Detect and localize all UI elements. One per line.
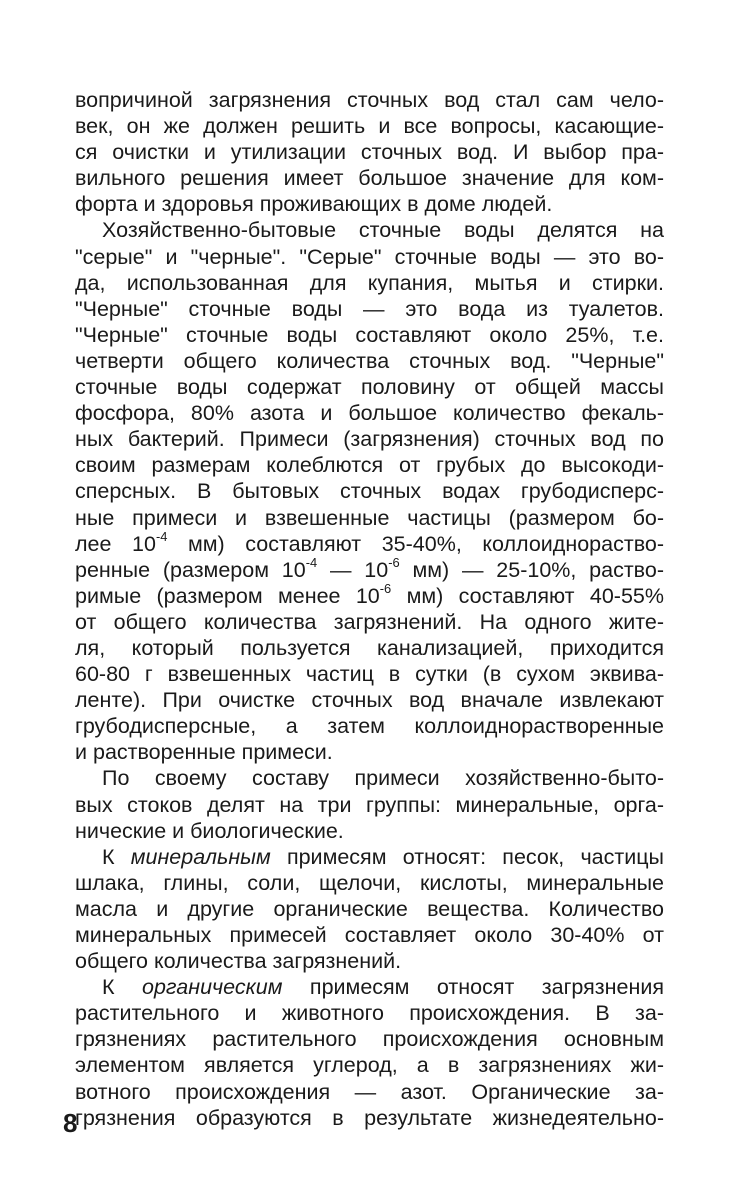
text-line — [75, 765, 664, 791]
text-line — [75, 948, 664, 974]
text-run: четверти общего количества сточных вод. "Черные" — [75, 348, 664, 373]
text-run: своим размерам колеблются от грубых до высокоди- — [75, 453, 664, 478]
text-line — [75, 896, 664, 922]
superscript-exponent: -4 — [155, 528, 168, 544]
text-line — [75, 580, 664, 609]
text-run: фосфора, 80% азота и большое количество фекаль- — [75, 401, 664, 426]
text-run: ных бактерий. Примеси (загрязнения) сточных вод по — [75, 427, 664, 452]
text-run: римые (размером менее 10 — [75, 583, 380, 608]
italic-term: минеральным — [130, 844, 271, 869]
text-line — [75, 1052, 664, 1078]
text-run: К — [102, 844, 131, 869]
text-run: мм) составляют 35-40%, коллоиднораство- — [167, 531, 664, 556]
superscript-exponent: -6 — [388, 554, 400, 570]
text-run: К — [102, 975, 142, 1000]
text-run: форта и здоровья проживающих в доме людей. — [75, 192, 553, 217]
text-line — [75, 554, 664, 583]
text-line — [75, 139, 664, 165]
text-line — [75, 426, 664, 452]
text-run: Хозяйственно-бытовые сточные воды делятся на — [102, 218, 664, 243]
text-run: "Черные" сточные воды составляют около 25%, т.е. — [75, 322, 664, 347]
text-run: примесям относят загрязнения — [282, 975, 665, 1000]
text-run: ные примеси и взвешенные частицы (размером бо- — [75, 505, 664, 530]
text-line — [75, 270, 664, 296]
text-run: — 10 — [317, 557, 389, 582]
text-line — [75, 1079, 664, 1105]
text-line — [75, 818, 664, 844]
text-run: общего количества загрязнений. — [75, 949, 402, 974]
text-run: вых стоков делят на три группы: минеральные, орга- — [75, 792, 664, 817]
text-line — [75, 505, 664, 531]
text-run: вильного решения имеет большое значение для ком- — [75, 166, 664, 191]
text-line — [75, 974, 664, 1000]
text-line — [75, 1105, 664, 1131]
text-line — [75, 739, 664, 765]
text-run: мм) составляют 40-55% — [391, 583, 664, 608]
text-line — [75, 348, 664, 374]
text-line — [75, 322, 664, 348]
text-line — [75, 217, 664, 243]
italic-term: органическим — [142, 975, 283, 1000]
text-run: 60-80 г взвешенных частиц в сутки (в сухом эквива- — [75, 662, 664, 687]
text-line — [75, 687, 664, 713]
text-line — [75, 528, 664, 557]
text-run: грязнениях растительного происхождения основным — [75, 1027, 664, 1052]
text-line — [75, 844, 664, 870]
text-run: масла и другие органические вещества. Количество — [75, 896, 664, 921]
text-run: грязнения образуются в результате жизнедеятельно- — [75, 1105, 664, 1130]
text-run: По своему составу примеси хозяйственно-быто- — [102, 766, 664, 791]
text-run: элементом является углерод, а в загрязнениях жи- — [75, 1053, 664, 1078]
page-number: 8 — [63, 1108, 78, 1138]
text-line — [75, 165, 664, 191]
text-line — [75, 400, 664, 426]
text-run: грубодисперсные, а затем коллоиднорастворенные — [75, 714, 664, 739]
text-run: да, использованная для купания, мытья и стирки. — [75, 270, 664, 295]
text-line — [75, 244, 664, 270]
text-line — [75, 374, 664, 400]
text-line — [75, 1026, 664, 1052]
text-run: "серые" и "черные". "Серые" сточные воды — это во- — [75, 244, 664, 269]
text-run: ренные (размером 10 — [75, 557, 306, 582]
text-run: от общего количества загрязнений. На одного жите- — [75, 609, 664, 634]
text-run: растительного и животного происхождения. В за- — [75, 1001, 664, 1026]
text-run: ля, который пользуется канализацией, приходится — [75, 635, 664, 660]
text-run: ленте). При очистке сточных вод вначале извлекают — [75, 688, 664, 713]
text-run: нические и биологические. — [75, 818, 344, 843]
body-text — [75, 87, 664, 1131]
text-run: лее 10 — [75, 531, 156, 556]
text-line — [75, 113, 664, 139]
text-run: "Черные" сточные воды — это вода из туалетов. — [75, 296, 664, 321]
text-line — [75, 713, 664, 739]
text-run: вопричиной загрязнения сточных вод стал сам чело- — [75, 88, 664, 112]
text-run: примесям относят: песок, частицы — [270, 844, 664, 869]
text-line — [75, 191, 664, 217]
text-run: сперсных. В бытовых сточных водах грубодисперс- — [75, 479, 664, 504]
text-run: и растворенные примеси. — [75, 740, 333, 765]
text-line — [75, 478, 664, 504]
text-line — [75, 792, 664, 818]
superscript-exponent: -6 — [379, 580, 392, 596]
text-run: шлака, глины, соли, щелочи, кислоты, минеральные — [75, 870, 664, 895]
text-run: ся очистки и утилизации сточных вод. И выбор пра- — [75, 140, 664, 165]
text-run: минеральных примесей составляет около 30-40% от — [75, 923, 664, 947]
text-line — [75, 870, 664, 896]
superscript-exponent: -4 — [305, 554, 318, 570]
text-line — [75, 452, 664, 478]
text-line — [75, 661, 664, 687]
text-run: мм) — 25-10%, раство- — [399, 557, 664, 582]
text-line — [75, 1000, 664, 1026]
text-line — [75, 635, 664, 661]
text-line — [75, 87, 664, 113]
text-run: век, он же должен решить и все вопросы, касающие- — [75, 114, 664, 139]
text-run: вотного происхождения — азот. Органические за- — [75, 1079, 664, 1104]
text-run: сточные воды содержат половину от общей массы — [75, 375, 664, 400]
text-line — [75, 609, 664, 635]
text-line — [75, 922, 664, 948]
text-line — [75, 296, 664, 322]
